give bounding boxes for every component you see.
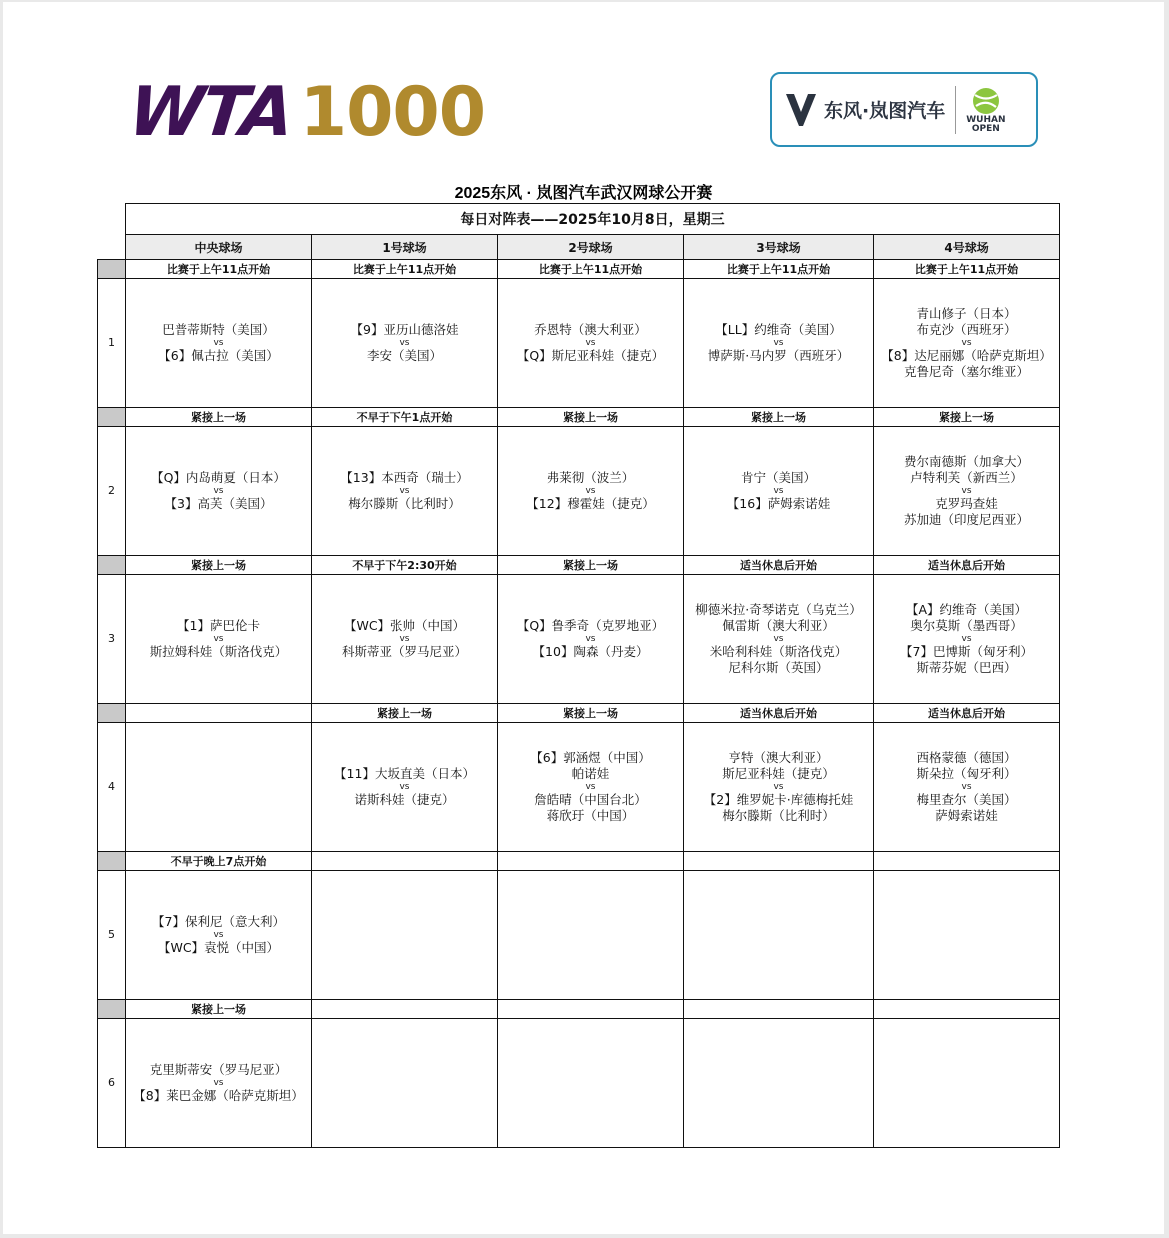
page-title: 2025东风 · 岚图汽车武汉网球公开赛 bbox=[454, 185, 713, 202]
player-name: 蒋欣玗（中国） bbox=[546, 808, 635, 823]
player-name: 李安（美国） bbox=[366, 348, 442, 363]
vs-label: vs bbox=[773, 486, 784, 496]
player-name: 佩雷斯（澳大利亚） bbox=[722, 618, 835, 633]
match-cell bbox=[874, 427, 1060, 556]
start-time-label: 比赛于上午11点开始 bbox=[126, 260, 312, 279]
player-name: 柳德米拉·奇琴诺克（乌克兰） bbox=[695, 602, 862, 617]
player-name: 【Q】内岛萌夏（日本） bbox=[151, 470, 286, 485]
court-header: 3号球场 bbox=[684, 235, 874, 260]
match-row bbox=[98, 427, 1060, 556]
player-name: 米哈利科娃（斯洛伐克） bbox=[709, 644, 848, 659]
vs-label: vs bbox=[773, 634, 784, 644]
match-cell bbox=[498, 575, 684, 704]
match-cell bbox=[498, 723, 684, 852]
start-time-label: 适当休息后开始 bbox=[874, 556, 1060, 575]
player-name: 【9】亚历山德洛娃 bbox=[350, 322, 459, 337]
match-row bbox=[98, 575, 1060, 704]
slot-number: 5 bbox=[98, 871, 126, 1000]
time-row bbox=[98, 556, 1060, 575]
match-cell bbox=[498, 279, 684, 408]
vs-label: vs bbox=[961, 338, 972, 348]
start-time-label bbox=[684, 852, 874, 871]
start-time-label: 不早于下午2:30开始 bbox=[312, 556, 498, 575]
player-name: 梅里查尔（美国） bbox=[916, 792, 1017, 807]
player-name: 【11】大坂直美（日本） bbox=[334, 766, 475, 781]
court-header: 4号球场 bbox=[874, 235, 1060, 260]
start-time-label: 紧接上一场 bbox=[126, 1000, 312, 1019]
start-time-label bbox=[126, 704, 312, 723]
tennis-ball-icon bbox=[971, 86, 1001, 116]
vs-label: vs bbox=[399, 634, 410, 644]
player-name: 克罗玛查娃 bbox=[935, 496, 998, 511]
match-cell bbox=[126, 575, 312, 704]
start-time-label: 紧接上一场 bbox=[126, 408, 312, 427]
court-header: 1号球场 bbox=[312, 235, 498, 260]
match-cell bbox=[874, 575, 1060, 704]
vs-label: vs bbox=[213, 486, 224, 496]
player-name: 【Q】斯尼亚科娃（捷克） bbox=[516, 348, 665, 363]
start-time-label: 适当休息后开始 bbox=[874, 704, 1060, 723]
vs-label: vs bbox=[399, 782, 410, 792]
empty-match-cell bbox=[312, 1019, 498, 1148]
start-time-label bbox=[684, 1000, 874, 1019]
voyah-emblem-icon bbox=[784, 90, 818, 130]
start-time-label bbox=[312, 1000, 498, 1019]
vs-label: vs bbox=[773, 338, 784, 348]
start-time-label: 适当休息后开始 bbox=[684, 556, 874, 575]
start-time-label bbox=[874, 852, 1060, 871]
vs-label: vs bbox=[585, 634, 596, 644]
vs-label: vs bbox=[399, 486, 410, 496]
start-time-label: 紧接上一场 bbox=[498, 704, 684, 723]
slot-number: 1 bbox=[98, 279, 126, 408]
match-row bbox=[98, 1019, 1060, 1148]
date-heading: 每日对阵表——2025年10月8日，星期三 bbox=[126, 204, 1060, 235]
vs-label: vs bbox=[213, 338, 224, 348]
empty-match-cell bbox=[874, 1019, 1060, 1148]
slot-number: 2 bbox=[98, 427, 126, 556]
player-name: 【6】佩古拉（美国） bbox=[158, 348, 279, 363]
player-name: 【A】约维奇（美国） bbox=[905, 602, 1028, 617]
start-time-label: 适当休息后开始 bbox=[684, 704, 874, 723]
start-time-label bbox=[874, 1000, 1060, 1019]
start-time-label: 紧接上一场 bbox=[684, 408, 874, 427]
player-name: 乔恩特（澳大利亚） bbox=[534, 322, 647, 337]
player-name: 斯朵拉（匈牙利） bbox=[916, 766, 1017, 781]
start-time-label bbox=[498, 1000, 684, 1019]
slot-marker bbox=[98, 1000, 126, 1019]
player-name: 【WC】张帅（中国） bbox=[343, 618, 466, 633]
player-name: 【10】陶森（丹麦） bbox=[532, 644, 649, 659]
slot-marker bbox=[98, 260, 126, 279]
player-name: 【1】萨巴伦卡 bbox=[177, 618, 260, 633]
match-cell bbox=[312, 723, 498, 852]
vs-label: vs bbox=[773, 782, 784, 792]
start-time-label bbox=[312, 852, 498, 871]
player-name: 萨姆索诺娃 bbox=[935, 808, 998, 823]
time-row bbox=[98, 260, 1060, 279]
player-name: 【12】穆霍娃（捷克） bbox=[526, 496, 655, 511]
player-name: 梅尔滕斯（比利时） bbox=[348, 496, 461, 511]
vs-label: vs bbox=[585, 338, 596, 348]
player-name: 【13】本西奇（瑞士） bbox=[340, 470, 469, 485]
player-name: 西格蒙德（德国） bbox=[916, 750, 1017, 765]
vs-label: vs bbox=[961, 782, 972, 792]
empty-match-cell bbox=[312, 871, 498, 1000]
match-cell bbox=[684, 723, 874, 852]
time-row bbox=[98, 704, 1060, 723]
sponsor-name: 东风·岚图汽车 bbox=[824, 100, 946, 122]
player-name: 【8】莱巴金娜（哈萨克斯坦） bbox=[133, 1088, 304, 1103]
player-name: 诺斯科娃（捷克） bbox=[354, 792, 455, 807]
match-cell bbox=[312, 575, 498, 704]
slot-number: 3 bbox=[98, 575, 126, 704]
empty-match-cell bbox=[684, 1019, 874, 1148]
vs-label: vs bbox=[399, 338, 410, 348]
player-name: 奥尔莫斯（墨西哥） bbox=[910, 618, 1023, 633]
match-cell bbox=[684, 575, 874, 704]
player-name: 帕诺娃 bbox=[571, 766, 610, 781]
player-name: 斯尼亚科娃（捷克） bbox=[722, 766, 835, 781]
player-name: 苏加迪（印度尼西亚） bbox=[904, 512, 1030, 527]
player-name: 斯蒂芬妮（巴西） bbox=[916, 660, 1017, 675]
vs-label: vs bbox=[961, 486, 972, 496]
player-name: 青山修子（日本） bbox=[916, 306, 1017, 321]
player-name: 【7】保利尼（意大利） bbox=[152, 914, 285, 929]
match-cell bbox=[874, 279, 1060, 408]
wuhan-open-logo bbox=[966, 86, 1005, 134]
start-time-label bbox=[498, 852, 684, 871]
sponsor-divider bbox=[955, 86, 956, 134]
wuhan-open-line2: OPEN bbox=[971, 123, 1000, 134]
player-name: 弗莱彻（波兰） bbox=[546, 470, 635, 485]
slot-marker bbox=[98, 408, 126, 427]
match-row bbox=[98, 279, 1060, 408]
slot-marker bbox=[98, 556, 126, 575]
slot-marker bbox=[98, 852, 126, 871]
match-cell bbox=[684, 427, 874, 556]
time-row bbox=[98, 408, 1060, 427]
player-name: 梅尔滕斯（比利时） bbox=[722, 808, 835, 823]
player-name: 【LL】约维奇（美国） bbox=[715, 322, 842, 337]
player-name: 【Q】鲁季奇（克罗地亚） bbox=[516, 618, 665, 633]
slot-number: 4 bbox=[98, 723, 126, 852]
vs-label: vs bbox=[213, 930, 224, 940]
empty-match-cell bbox=[874, 871, 1060, 1000]
start-time-label: 不早于下午1点开始 bbox=[312, 408, 498, 427]
start-time-label: 紧接上一场 bbox=[874, 408, 1060, 427]
wta-1000-logo bbox=[124, 73, 486, 152]
corner-blank bbox=[98, 235, 126, 260]
sponsor-logo bbox=[770, 72, 1038, 147]
match-cell bbox=[126, 279, 312, 408]
match-row bbox=[98, 723, 1060, 852]
match-cell bbox=[874, 723, 1060, 852]
slot-marker bbox=[98, 704, 126, 723]
empty-match-cell bbox=[498, 1019, 684, 1148]
start-time-label: 紧接上一场 bbox=[126, 556, 312, 575]
empty-match-cell bbox=[126, 723, 312, 852]
player-name: 【2】维罗妮卡·库德梅托娃 bbox=[703, 792, 854, 807]
player-name: 科斯蒂亚（罗马尼亚） bbox=[341, 644, 467, 659]
court-header: 中央球场 bbox=[126, 235, 312, 260]
player-name: 卢特利芙（新西兰） bbox=[910, 470, 1023, 485]
vs-label: vs bbox=[961, 634, 972, 644]
vs-label: vs bbox=[213, 1078, 224, 1088]
player-name: 克里斯蒂安（罗马尼亚） bbox=[149, 1062, 288, 1077]
court-header: 2号球场 bbox=[498, 235, 684, 260]
empty-match-cell bbox=[498, 871, 684, 1000]
time-row bbox=[98, 1000, 1060, 1019]
start-time-label: 不早于晚上7点开始 bbox=[126, 852, 312, 871]
match-cell bbox=[498, 427, 684, 556]
player-name: 詹皓晴（中国台北） bbox=[534, 792, 647, 807]
player-name: 克鲁尼奇（塞尔维亚） bbox=[904, 364, 1030, 379]
player-name: 尼科尔斯（英国） bbox=[728, 660, 829, 675]
player-name: 【16】萨姆索诺娃 bbox=[726, 496, 831, 511]
schedule-table bbox=[97, 203, 1060, 1148]
wta-logo-number: 1000 bbox=[299, 73, 486, 152]
player-name: 巴普蒂斯特（美国） bbox=[162, 322, 275, 337]
player-name: 博萨斯·马内罗（西班牙） bbox=[707, 348, 850, 363]
match-cell bbox=[126, 427, 312, 556]
player-name: 【3】高芙（美国） bbox=[164, 496, 273, 511]
match-cell bbox=[126, 1019, 312, 1148]
match-cell bbox=[126, 871, 312, 1000]
player-name: 布克沙（西班牙） bbox=[916, 322, 1017, 337]
vs-label: vs bbox=[213, 634, 224, 644]
match-row bbox=[98, 871, 1060, 1000]
start-time-label: 比赛于上午11点开始 bbox=[874, 260, 1060, 279]
player-name: 【WC】袁悦（中国） bbox=[157, 940, 280, 955]
vs-label: vs bbox=[585, 782, 596, 792]
match-cell bbox=[684, 279, 874, 408]
player-name: 【7】巴博斯（匈牙利） bbox=[900, 644, 1033, 659]
match-cell bbox=[312, 427, 498, 556]
player-name: 【6】郭涵煜（中国） bbox=[530, 750, 651, 765]
empty-match-cell bbox=[684, 871, 874, 1000]
start-time-label: 紧接上一场 bbox=[498, 556, 684, 575]
start-time-label: 紧接上一场 bbox=[498, 408, 684, 427]
player-name: 斯拉姆科娃（斯洛伐克） bbox=[149, 644, 288, 659]
slot-number: 6 bbox=[98, 1019, 126, 1148]
time-row bbox=[98, 852, 1060, 871]
player-name: 亨特（澳大利亚） bbox=[728, 750, 829, 765]
start-time-label: 比赛于上午11点开始 bbox=[498, 260, 684, 279]
wta-logo-letters: WTA bbox=[124, 73, 296, 152]
wuhan-open-line1: WUHAN bbox=[966, 114, 1006, 125]
player-name: 【8】达尼丽娜（哈萨克斯坦） bbox=[881, 348, 1052, 363]
corner-blank bbox=[98, 204, 126, 235]
start-time-label: 比赛于上午11点开始 bbox=[312, 260, 498, 279]
start-time-label: 比赛于上午11点开始 bbox=[684, 260, 874, 279]
player-name: 费尔南德斯（加拿大） bbox=[904, 454, 1030, 469]
match-cell bbox=[312, 279, 498, 408]
player-name: 肯宁（美国） bbox=[740, 470, 816, 485]
start-time-label: 紧接上一场 bbox=[312, 704, 498, 723]
vs-label: vs bbox=[585, 486, 596, 496]
